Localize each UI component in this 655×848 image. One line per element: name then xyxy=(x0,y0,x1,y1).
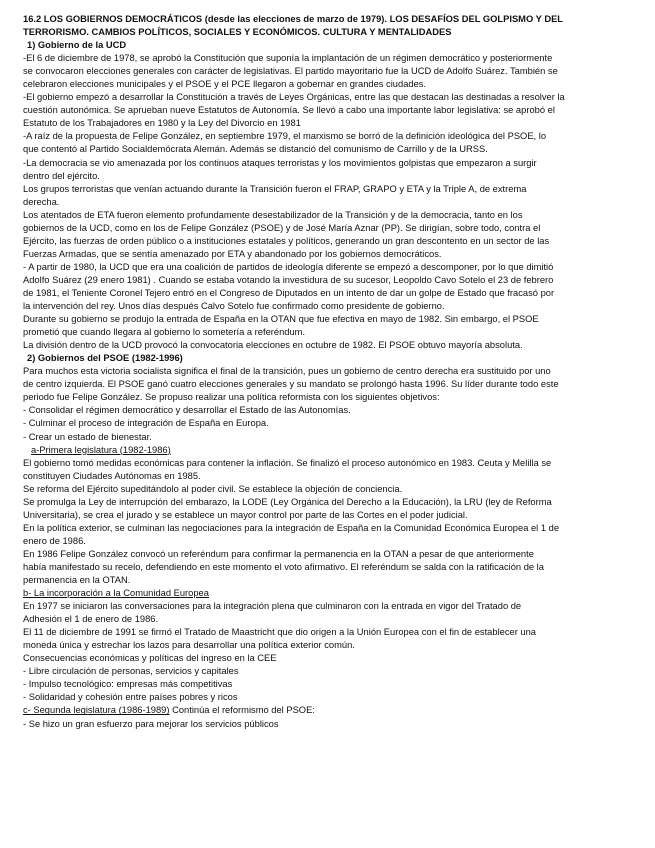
paragraph xyxy=(23,130,642,156)
text-line: moneda única y estrechar los lazos para desarrollar una política exterior común. xyxy=(23,640,355,651)
text-line: - A partir de 1980, la UCD que era una coalición de partidos de ideología diferente se empezó a descomponer, por lo que dimitió xyxy=(23,261,554,272)
subheading-first-legislature: a-Primera legislatura (1982-1986) xyxy=(31,444,171,455)
paragraph xyxy=(23,718,642,731)
paragraph xyxy=(23,496,642,522)
list-item: - Impulso tecnológico: empresas más competitivas xyxy=(23,679,233,690)
text-line: En la política exterior, se culminan las negociaciones para la integración de España en la Comunidad Económica Europea el 1 de xyxy=(23,522,560,533)
subheading-second-legislature-rest: Continúa el reformismo del PSOE: xyxy=(169,705,315,716)
text-line: Para muchos esta victoria socialista significa el final de la transición, pues un gobierno de centro derecha era sustituido por uno xyxy=(23,366,551,377)
paragraph xyxy=(23,183,642,209)
text-line: Se reforma del Ejército supeditándolo al poder civil. Se establece la objeción de conciencia. xyxy=(23,483,403,494)
text-line: El 11 de diciembre de 1991 se firmó el Tratado de Maastricht que dio origen a la Unión Europea con el fin de establecer una xyxy=(23,627,537,638)
text-line: Universitaria), se crea el jurado y se establece un mayor control por parte de las Cortes en el poder judicial. xyxy=(23,509,468,520)
section-ucd xyxy=(23,39,642,352)
subheading-european-community: b- La incorporación a la Comunidad Europea xyxy=(23,588,209,599)
paragraph xyxy=(23,157,642,183)
list-item: - Culminar el proceso de integración de España en Europa. xyxy=(23,418,269,429)
paragraph xyxy=(23,365,642,404)
text-line: cuestión autonómica. Se aprueban nueve Estatutos de Autonomía. Se llevó a cabo una importante labor legislativa: se aprobó el xyxy=(23,105,555,116)
text-line: dentro del ejército. xyxy=(23,170,100,181)
paragraph xyxy=(23,548,642,587)
text-line: que contentó al Partido Socialdemócrata Alemán. Además se distanció del comunismo de Carrillo y de la URSS. xyxy=(23,144,488,155)
text-line: -El gobierno empezó a desarrollar la Constitución a través de Leyes Orgánicas, entre las que destacan las destinadas a resolver la xyxy=(23,92,565,103)
text-line: Consecuencias económicas y políticas del ingreso en la CEE xyxy=(23,653,277,664)
list-item: - Consolidar el régimen democrático y desarrollar el Estado de las Autonomías. xyxy=(23,405,351,416)
list-item: - Libre circulación de personas, servicios y capitales xyxy=(23,666,239,677)
paragraph xyxy=(23,339,642,352)
text-line: El gobierno tomó medidas económicas para contener la inflación. Se finalizó el proceso autonómico en 1983. Ceuta y Melilla se xyxy=(23,457,552,468)
paragraph xyxy=(23,313,642,339)
text-line: La división dentro de la UCD provocó la convocatoria elecciones en octubre de 1982. El PSOE obtuvo mayoría absoluta. xyxy=(23,340,523,351)
paragraph xyxy=(23,522,642,548)
text-line: Los grupos terroristas que venían actuando durante la Transición fueron el FRAP, GRAPO y ETA y la Triple A, de extrema xyxy=(23,183,527,194)
paragraph xyxy=(23,600,642,626)
paragraph xyxy=(23,457,642,483)
paragraph xyxy=(23,91,642,130)
list-item: - Solidaridad y cohesión entre países pobres y ricos xyxy=(23,692,238,703)
text-line: periodo fue Felipe González. Se propuso realizar una política reformista con los siguientes objetivos: xyxy=(23,392,440,403)
title-line: TERRORISMO. CAMBIOS POLÍTICOS, SOCIALES Y ECONÓMICOS. CULTURA Y MENTALIDADES xyxy=(23,27,452,38)
objectives-list xyxy=(23,404,642,443)
subheading-second-legislature-line xyxy=(23,704,642,717)
text-line: se convocaron elecciones generales con carácter de legislativas. El partido mayoritario fue la UCD de Adolfo Suárez. También se xyxy=(23,66,558,77)
text-line: de 1981, el Teniente Coronel Tejero entró en el Congreso de Diputados en un intento de dar un golpe de Estado que fracasó por xyxy=(23,287,555,298)
paragraph xyxy=(23,261,642,313)
text-line: Adhesión el 1 de enero de 1986. xyxy=(23,614,159,625)
document-title xyxy=(23,13,642,39)
consequences-list xyxy=(23,652,642,704)
text-line: En 1977 se iniciaron las conversaciones para la integración plena que culminaron con la entrada en vigor del Tratado de xyxy=(23,601,522,612)
text-line: prometió que cuando llegara al gobierno lo sometería a referéndum. xyxy=(23,327,306,338)
paragraph xyxy=(23,52,642,91)
list-item: - Se hizo un gran esfuerzo para mejorar los servicios públicos xyxy=(23,718,279,729)
paragraph xyxy=(23,209,642,261)
text-line: Los atentados de ETA fueron elemento profundamente desestabilizador de la Transición y de la democracia, tanto en los xyxy=(23,209,523,220)
text-line: la intervención del rey. Unos días después Calvo Sotelo fue confirmado como presidente de gobierno. xyxy=(23,301,445,312)
text-line: de centro izquierda. El PSOE ganó cuatro elecciones generales y su mandato se prolongó hasta 1996. Su líder durante todo este xyxy=(23,379,559,390)
text-line: Estatuto de los Trabajadores en 1980 y la Ley del Divorcio en 1981 xyxy=(23,118,301,129)
text-line: -A raíz de la propuesta de Felipe González, en septiembre 1979, el marxismo se borró de la definición ideológica del PSOE, lo xyxy=(23,131,547,142)
text-line: gobiernos de la UCD, como en los de Felipe González (PSOE) y de José María Aznar (PP). Se dirigían, sobre todo, contra el xyxy=(23,222,541,233)
text-line: derecha. xyxy=(23,196,60,207)
section-psoe xyxy=(23,352,642,730)
subheading-second-legislature: c- Segunda legislatura (1986-1989) xyxy=(23,705,170,716)
text-line: celebraron elecciones municipales y el PSOE y el PCE llegaron a gobernar en grandes ciudades. xyxy=(23,79,427,90)
text-line: Fuerzas Armadas, que se sentía amenazado por ETA y abandonado por los gobiernos democráticos. xyxy=(23,248,442,259)
section-heading-ucd: 1) Gobierno de la UCD xyxy=(27,40,127,51)
section-heading-psoe: 2) Gobiernos del PSOE (1982-1996) xyxy=(27,353,183,364)
text-line: había manifestado su recelo, defendiendo en este momento el voto afirmativo. El referéndum se salda con la ratificación de la xyxy=(23,561,544,572)
text-line: Ejército, las fuerzas de orden público o a instituciones estatales y políticos, generando un gran descontento en un sector de las xyxy=(23,235,550,246)
text-line: Durante su gobierno se produjo la entrada de España en la OTAN que fue efectiva en mayo de 1982. Sin embargo, el PSOE xyxy=(23,314,539,325)
text-line: En 1986 Felipe González convocó un referéndum para confirmar la permanencia en la OTAN a pesar de que anteriormente xyxy=(23,548,534,559)
text-line: enero de 1986. xyxy=(23,535,86,546)
text-line: Se promulga la Ley de interrupción del embarazo, la LODE (Ley Orgánica del Derecho a la Educación), la LRU (ley de Reforma xyxy=(23,496,552,507)
paragraph xyxy=(23,483,642,496)
text-line: permanencia en la OTAN. xyxy=(23,575,131,586)
paragraph xyxy=(23,626,642,652)
list-item: - Crear un estado de bienestar. xyxy=(23,431,152,442)
text-line: Adolfo Suárez (29 enero 1981) . Cuando se estaba votando la investidura de su sucesor, Leopoldo Cavo Sotelo el 23 de febrero xyxy=(23,274,554,285)
text-line: -La democracia se vio amenazada por los continuos ataques terroristas y los movimientos golpistas que empezaron a surgir xyxy=(23,157,537,168)
text-line: constituyen Ciudades Autónomas en 1985. xyxy=(23,470,201,481)
text-line: -El 6 de diciembre de 1978, se aprobó la Constitución que suponía la implantación de un régimen democrático y posteriormente xyxy=(23,53,553,64)
title-line: 16.2 LOS GOBIERNOS DEMOCRÁTICOS (desde las elecciones de marzo de 1979). LOS DESAFÍOS DEL GOLPISMO Y DEL xyxy=(23,14,564,24)
